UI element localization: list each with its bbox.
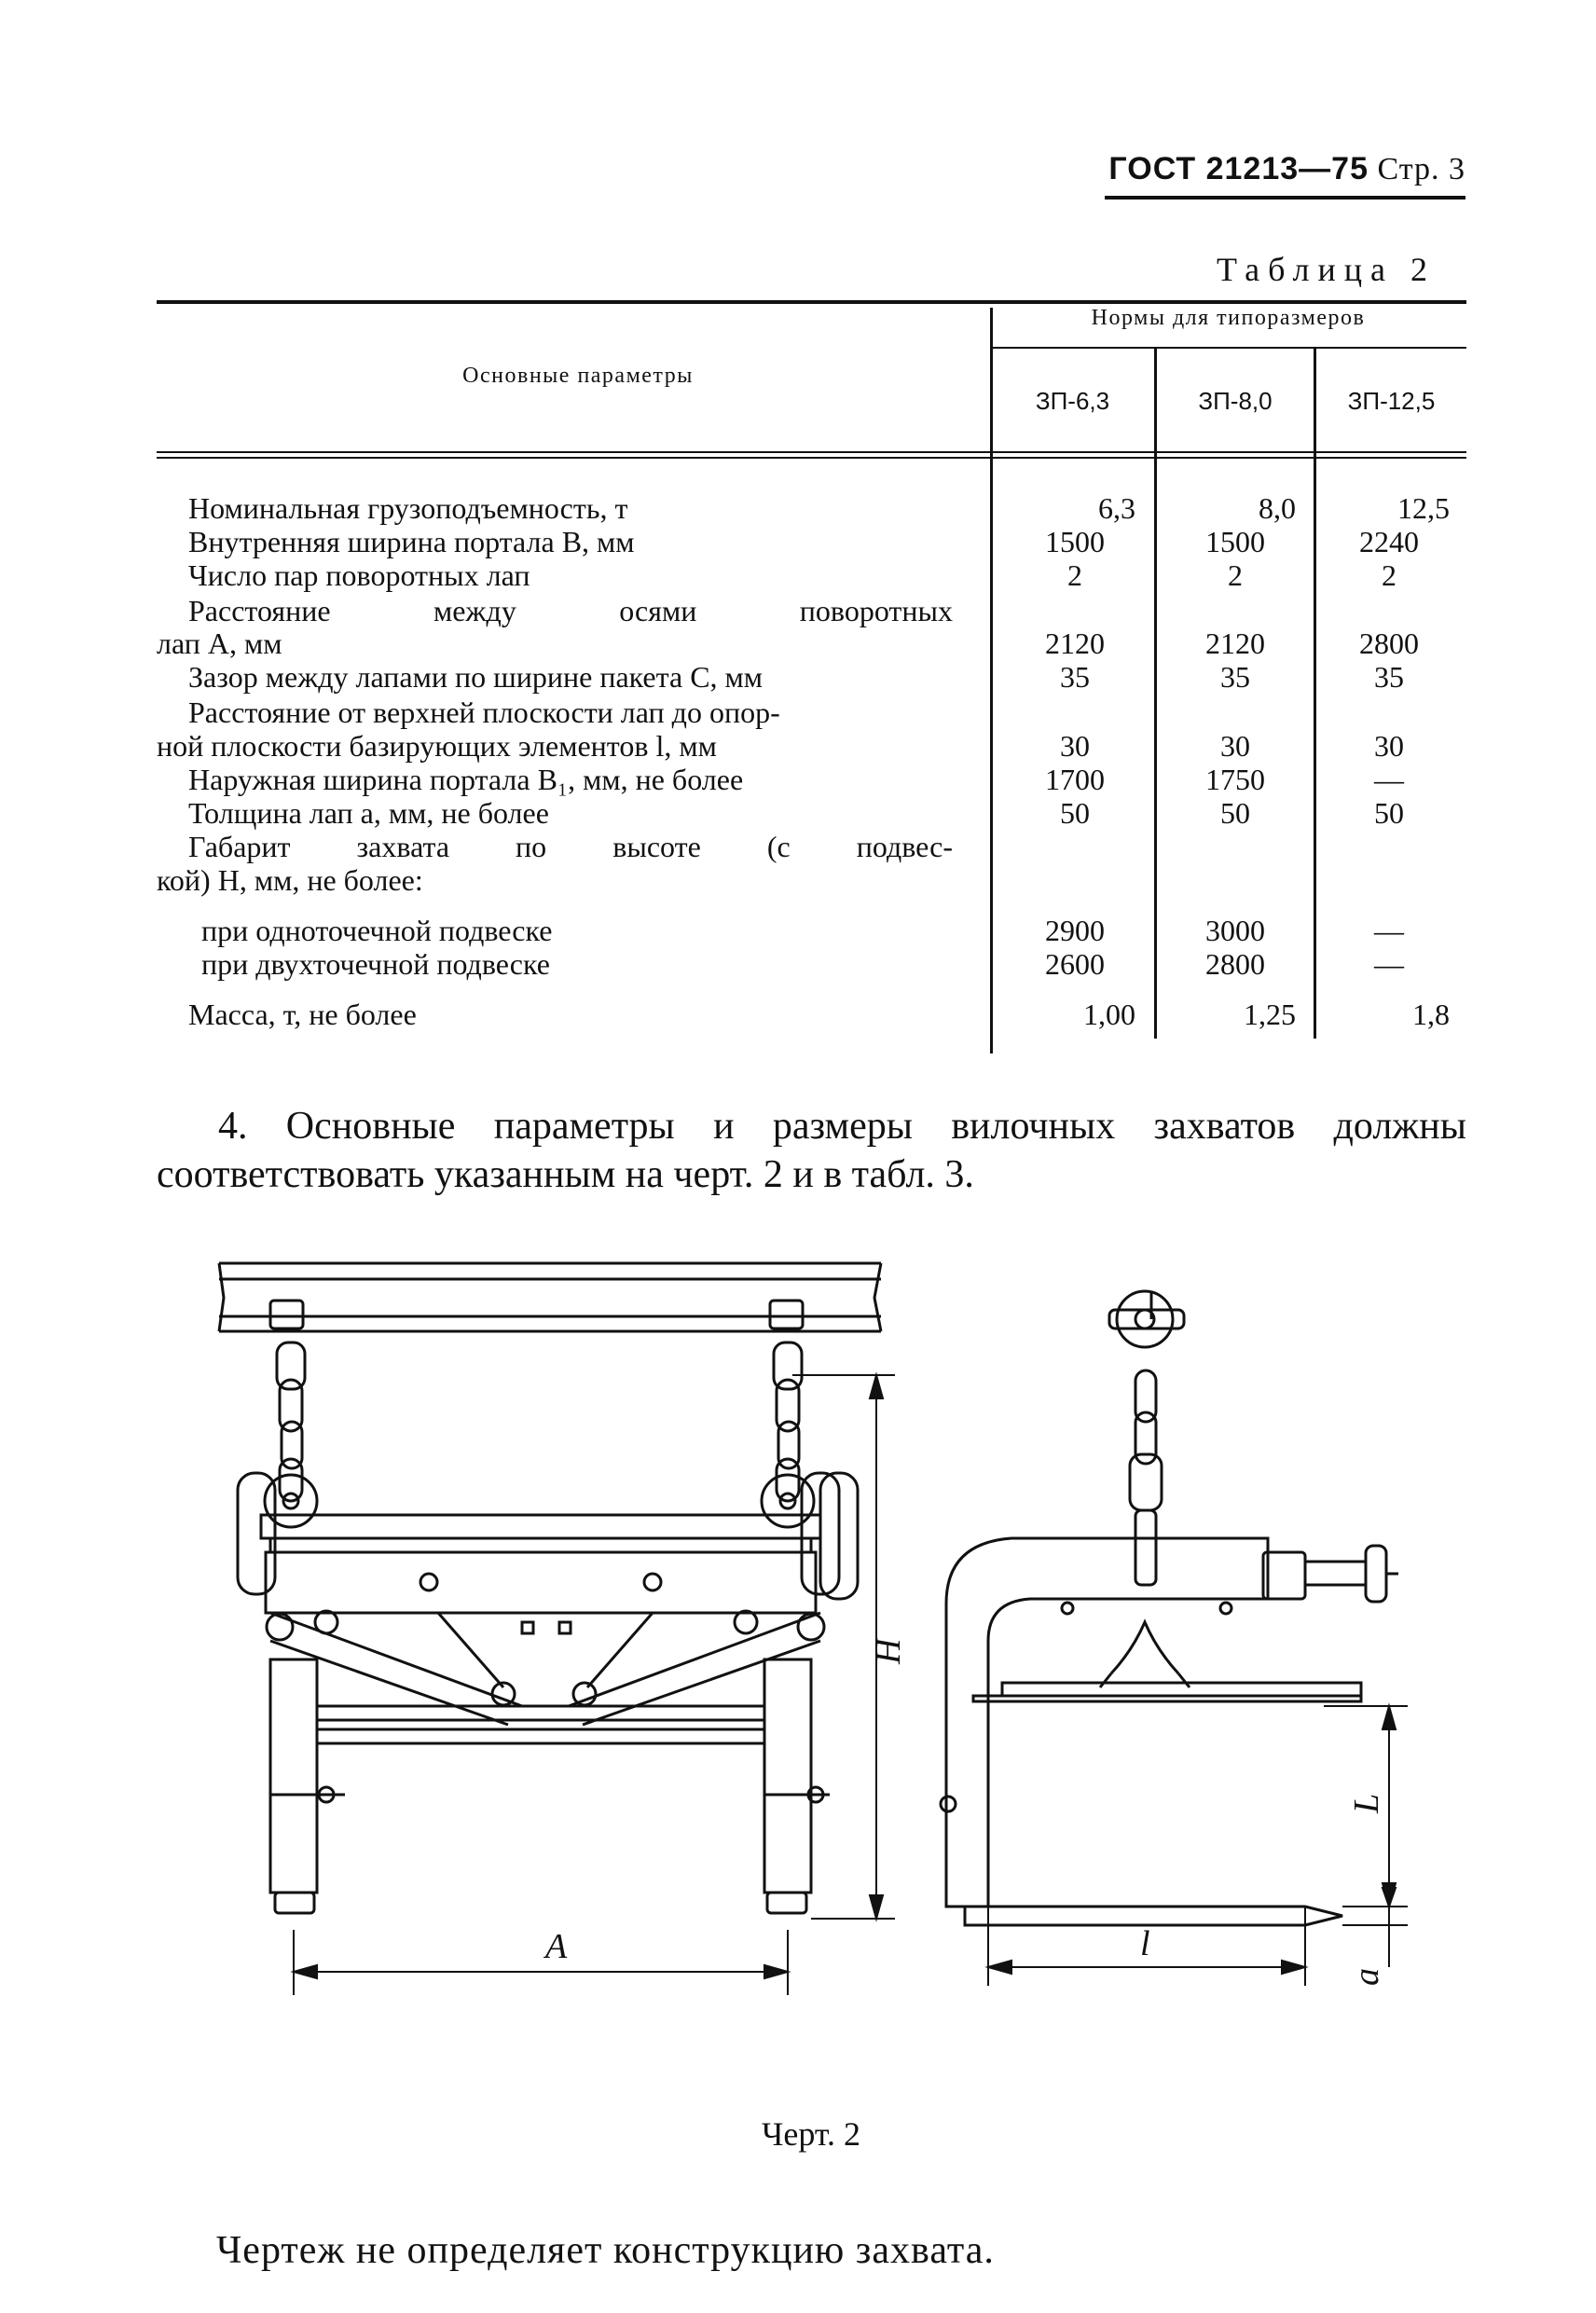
table-cell: 1750	[1205, 763, 1265, 796]
table-cell: 8,0	[1259, 491, 1296, 525]
table-row-label-cont: ной плоскости базирующих элементов l, мм	[157, 729, 717, 763]
table-row-label: при одноточечной подвеске	[201, 914, 553, 947]
table-row-label-cont: кой) H, мм, не более:	[157, 863, 423, 897]
table-title: Таблица 2	[1217, 251, 1436, 288]
table-cell: 35	[1060, 660, 1090, 694]
table-cell: —	[1374, 947, 1404, 981]
table-cell: 2120	[1045, 626, 1105, 660]
column-header-zp125: ЗП-12,5	[1347, 387, 1436, 415]
table-cell: 1,00	[1083, 998, 1135, 1031]
paragraph-4: 4. Основные параметры и размеры вилочных захватов должны соответствовать указанным на черт. 2 и в табл. 3.	[157, 1105, 1466, 1196]
table-cell: 2240	[1359, 525, 1419, 558]
table-cell: 1,8	[1412, 998, 1450, 1031]
dim-label-h: H	[869, 1638, 908, 1664]
table-cell: 1,25	[1244, 998, 1296, 1031]
table-cell: 30	[1060, 729, 1090, 763]
right-chain	[762, 1301, 814, 1527]
table-cell: 50	[1220, 796, 1250, 830]
norms-header: Нормы для типоразмеров	[1091, 306, 1366, 330]
table-cell: —	[1374, 763, 1404, 796]
drawing-note: Чертеж не определяет конструкцию захвата.	[216, 2229, 995, 2272]
page-number: Стр. 3	[1377, 152, 1465, 186]
table-row-label-cont: лап A, мм	[157, 626, 282, 660]
table-row-label: Толщина лап a, мм, не более	[188, 796, 549, 830]
table-cell: 50	[1374, 796, 1404, 830]
table-cell: —	[1374, 914, 1404, 947]
table-cell: 1500	[1205, 525, 1265, 558]
param-header: Основные параметры	[462, 364, 694, 388]
table-cell: 2	[1228, 558, 1243, 592]
table-cell: 3000	[1205, 914, 1265, 947]
dim-label-a: A	[545, 1927, 568, 1966]
table-cell: 50	[1060, 796, 1090, 830]
dim-label-a-thickness: a	[1347, 1968, 1386, 1986]
left-chain	[265, 1301, 317, 1527]
side-dimensions	[988, 1706, 1408, 1986]
table-cell: 35	[1374, 660, 1404, 694]
table-cell: 2800	[1205, 947, 1265, 981]
table-cell: 12,5	[1397, 491, 1450, 525]
table-cell: 2	[1067, 558, 1082, 592]
table-cell: 1700	[1045, 763, 1105, 796]
table-row-label: Число пар поворотных лап	[188, 558, 530, 592]
table-cell: 2	[1382, 558, 1396, 592]
table-cell: 30	[1220, 729, 1250, 763]
table-row-label: Номинальная грузоподъемность, т	[188, 491, 628, 525]
table-row-label: Наружная ширина портала B₁, мм, не более	[188, 763, 744, 796]
table-cell: 30	[1374, 729, 1404, 763]
table-row-label: при двухточечной подвеске	[201, 947, 550, 981]
i-beam	[219, 1263, 881, 1331]
table-cell: 2600	[1045, 947, 1105, 981]
side-frame	[941, 1538, 1398, 1907]
front-frame	[238, 1473, 858, 1613]
legs	[270, 1659, 830, 1913]
table-cell: 6,3	[1098, 491, 1135, 525]
table-row-label: Расстояние от верхней плоскости лап до опор-	[188, 695, 780, 729]
column-header-zp63: ЗП-6,3	[1035, 387, 1110, 415]
side-fork	[965, 1683, 1361, 1925]
table-cell: 1500	[1045, 525, 1105, 558]
linkage	[267, 1611, 824, 1725]
standard-number: ГОСТ 21213—75	[1108, 151, 1369, 186]
table-cell: 2800	[1359, 626, 1419, 660]
side-hook	[1109, 1291, 1184, 1585]
table-row-label: Расстояние между осями поворотных	[188, 594, 953, 627]
table-cell: 35	[1220, 660, 1250, 694]
dim-label-big-l: L	[1347, 1793, 1386, 1813]
table-row-label: Зазор между лапами по ширине пакета C, мм	[188, 660, 764, 694]
dimension-a	[294, 1930, 788, 1995]
table-row-label: Габарит захвата по высоте (с подвес-	[188, 830, 953, 863]
table-cell: 2900	[1045, 914, 1105, 947]
table-row-label: Внутренняя ширина портала B, мм	[188, 525, 635, 558]
dim-label-l: l	[1140, 1924, 1150, 1963]
figure-caption: Черт. 2	[762, 2115, 860, 2153]
table-row-label: Масса, т, не более	[188, 998, 417, 1031]
column-header-zp80: ЗП-8,0	[1198, 387, 1273, 415]
table-cell: 2120	[1205, 626, 1265, 660]
